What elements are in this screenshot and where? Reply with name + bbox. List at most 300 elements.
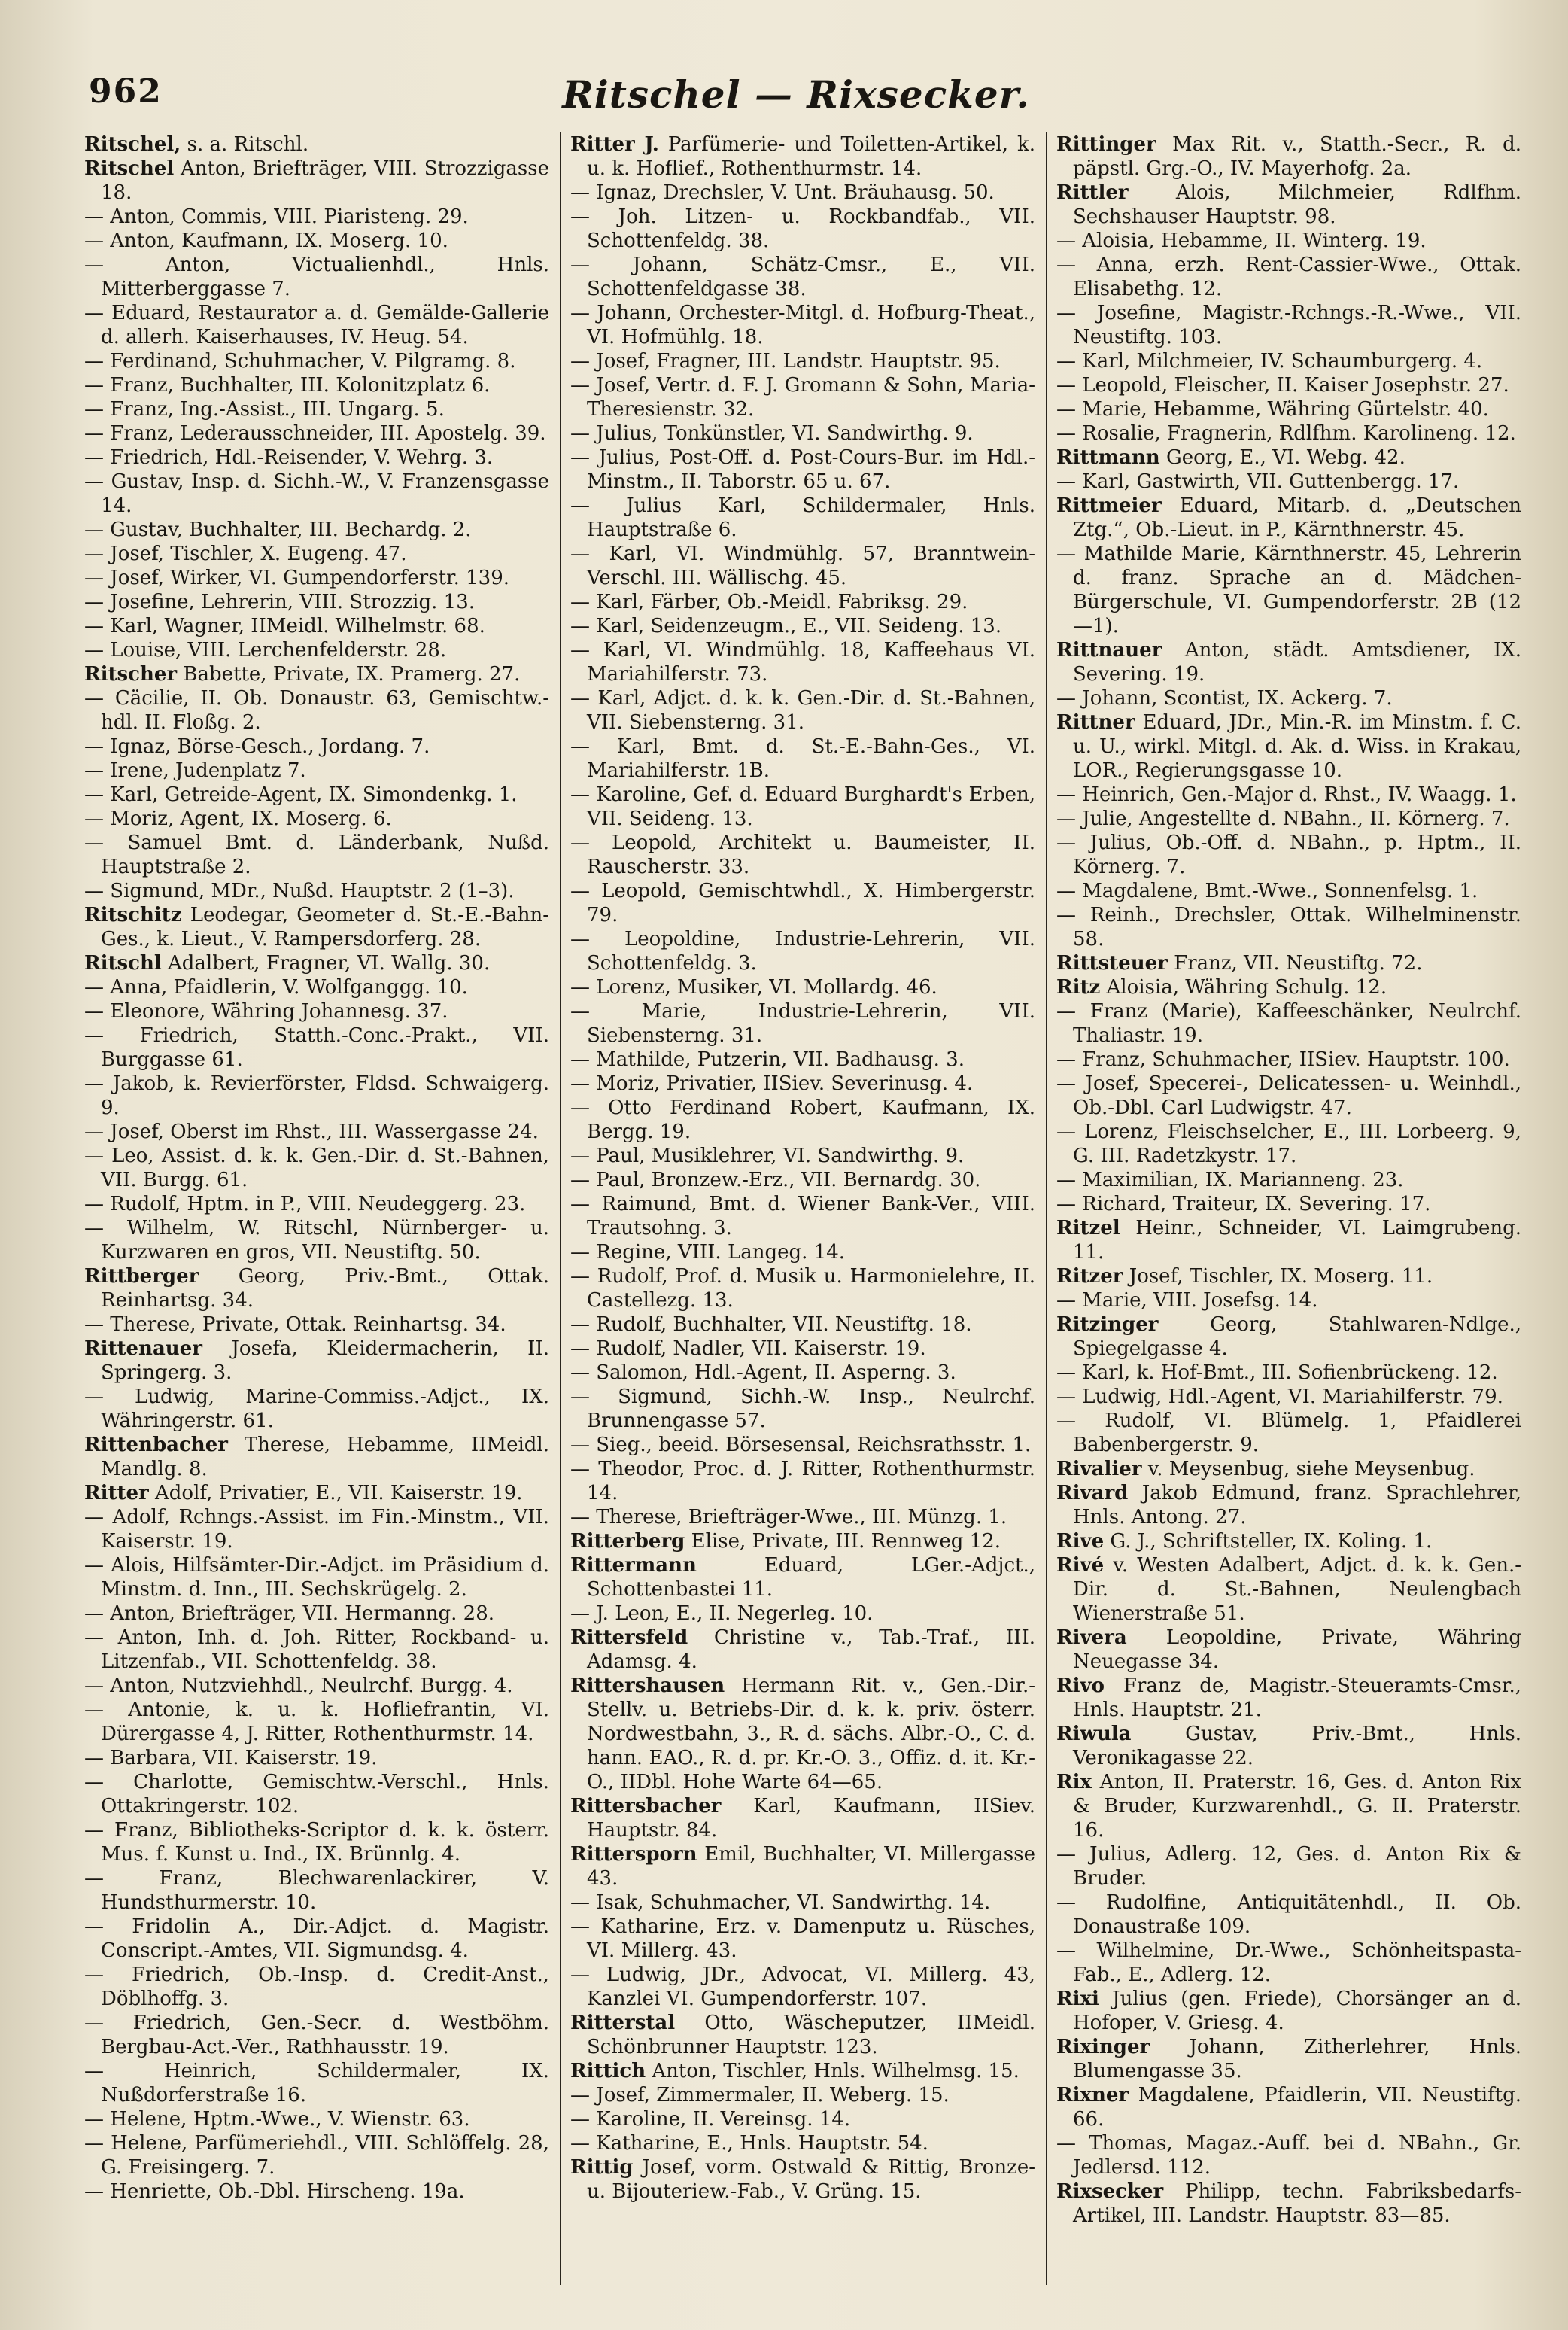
directory-entry [1056, 373, 1521, 397]
directory-entry [84, 253, 549, 301]
entry-text: — Theodor, Proc. d. J. Ritter, Rothenthurmstr. 14. [570, 1458, 1035, 1504]
directory-entry [1056, 951, 1521, 975]
directory-entry [1056, 1288, 1521, 1313]
directory-entry [570, 999, 1035, 1048]
entry-text: — Anton, Kaufmann, IX. Moserg. 10. [84, 230, 448, 252]
entry-text: Emil, Buchhalter, VI. Millergasse 43. [587, 1843, 1035, 1890]
directory-entry [570, 349, 1035, 373]
entry-text: — Josef, Specerei-, Delicatessen- u. Weinhdl., Ob.-Dbl. Carl Ludwigstr. 47. [1056, 1072, 1521, 1119]
directory-entry [84, 1120, 549, 1144]
entry-text: Franz de, Magistr.-Steueramts-Cmsr., Hnls. Hauptstr. 21. [1073, 1674, 1521, 1721]
entry-text: — Cäcilie, II. Ob. Donaustr. 63, Gemischtw.-hdl. II. Floßg. 2. [84, 687, 549, 734]
directory-entry [1056, 1457, 1521, 1481]
entry-text: Josefa, Kleidermacherin, II. Springerg. 3. [101, 1337, 549, 1384]
entry-text: — Franz, Lederausschneider, III. Apostelg. 39. [84, 422, 546, 445]
entry-text: — Ignaz, Börse-Gesch., Jordang. 7. [84, 735, 430, 758]
directory-entry [570, 1048, 1035, 1072]
entry-text: — Friedrich, Statth.-Conc.-Prakt., VII. Burggasse 61. [84, 1024, 549, 1071]
entry-text: — Otto Ferdinand Robert, Kaufmann, IX. Bergg. 19. [570, 1097, 1035, 1143]
directory-entry [84, 229, 549, 253]
entry-text: — Mathilde, Putzerin, VII. Badhausg. 3. [570, 1048, 965, 1071]
entry-text: — Fridolin A., Dir.-Adjct. d. Magistr. Conscript.-Amtes, VII. Sigmundsg. 4. [84, 1915, 549, 1962]
entry-text: — Johann, Orchester-Mitgl. d. Hofburg-Theat., VI. Hofmühlg. 18. [570, 302, 1035, 348]
directory-entry [84, 1144, 549, 1192]
entry-text: — Gustav, Insp. d. Sichh.-W., V. Franzensgasse 14. [84, 470, 549, 517]
entry-text: — Josef, Zimmermaler, II. Weberg. 15. [570, 2084, 950, 2106]
entry-text: — Franz, Buchhalter, III. Kolonitzplatz 6. [84, 374, 491, 397]
directory-entry [570, 1096, 1035, 1144]
directory-entry [570, 1240, 1035, 1264]
directory-entry [84, 373, 549, 397]
entry-text: Philipp, techn. Fabriksbedarfs-Artikel, III. Landstr. Hauptstr. 83—85. [1073, 2180, 1521, 2227]
directory-entry [84, 590, 549, 614]
entry-text: — Louise, VIII. Lerchenfelderstr. 28. [84, 639, 447, 662]
entry-surname: Rittnauer [1056, 639, 1162, 662]
entry-text: — Karoline, Gef. d. Eduard Burghardt's Erben, VII. Seideng. 13. [570, 783, 1035, 830]
directory-entry [84, 638, 549, 662]
entry-text: Therese, Hebamme, IIMeidl. Mandlg. 8. [101, 1434, 549, 1480]
entry-text: — Rosalie, Fragnerin, Rdlfhm. Karolineng. 12. [1056, 422, 1516, 445]
entry-text: — Ignaz, Drechsler, V. Unt. Bräuhausg. 50. [570, 181, 995, 204]
entry-text: — Julius, Ob.-Off. d. NBahn., p. Hptm., II. Körnerg. 7. [1056, 832, 1521, 878]
entry-text: — J. Leon, E., II. Negerleg. 10. [570, 1602, 874, 1625]
entry-text: — Julius, Adlerg. 12, Ges. d. Anton Rix & Bruder. [1056, 1843, 1521, 1890]
entry-text: — Karl, VI. Windmühlg. 18, Kaffeehaus VI. Mariahilferstr. 73. [570, 639, 1035, 686]
entry-text: Josef, vorm. Ostwald & Rittig, Bronze- u. Bijouteriew.-Fab., V. Grüng. 15. [587, 2156, 1035, 2203]
entry-text: — Regine, VIII. Langeg. 14. [570, 1241, 846, 1264]
entry-text: — Thomas, Magaz.-Auff. bei d. NBahn., Gr. Jedlersd. 112. [1056, 2132, 1521, 2179]
directory-entry [1056, 1553, 1521, 1626]
entry-surname: Rixner [1056, 2084, 1129, 2106]
entry-text: — Paul, Musiklehrer, VI. Sandwirthg. 9. [570, 1145, 965, 1167]
directory-entry [84, 470, 549, 518]
entry-text: — Karoline, II. Vereinsg. 14. [570, 2108, 851, 2131]
directory-entry [570, 373, 1035, 421]
directory-entry [1056, 2035, 1521, 2083]
directory-entry [1056, 1626, 1521, 1674]
entry-text: — Richard, Traiteur, IX. Severing. 17. [1056, 1193, 1431, 1215]
directory-entry [1056, 1048, 1521, 1072]
entry-text: Heinr., Schneider, VI. Laimgrubeng. 11. [1073, 1217, 1521, 1264]
entry-text: — Rudolf, Buchhalter, VII. Neustiftg. 18. [570, 1313, 972, 1336]
directory-entry [1056, 1313, 1521, 1361]
directory-entry [570, 1433, 1035, 1457]
directory-entry [570, 638, 1035, 686]
entry-text: Eduard, JDr., Min.-R. im Minstm. f. C. u. U., wirkl. Mitgl. d. Ak. d. Wiss. in Krakau, LOR., Regierungsgasse 10. [1073, 711, 1521, 782]
directory-entry [570, 927, 1035, 975]
directory-entry [84, 686, 549, 735]
entry-surname: Rivo [1056, 1674, 1105, 1697]
directory-entry [1056, 349, 1521, 373]
directory-entry [570, 590, 1035, 614]
directory-entry [84, 879, 549, 903]
directory-entry [84, 2131, 549, 2179]
directory-entry [84, 566, 549, 590]
directory-entry [84, 1481, 549, 1505]
directory-entry [570, 735, 1035, 783]
entry-text: — Alois, Hilfsämter-Dir.-Adjct. im Präsidium d. Minstm. d. Inn., III. Sechskrügelg. 2. [84, 1554, 549, 1601]
directory-entry [570, 1313, 1035, 1337]
entry-surname: Rivard [1056, 1482, 1129, 1504]
entry-surname: Rive [1056, 1530, 1105, 1553]
directory-entry [84, 2179, 549, 2204]
directory-entry [1056, 999, 1521, 1048]
directory-entry [1056, 1385, 1521, 1409]
entry-text: — Josef, Oberst im Rhst., III. Wassergasse 24. [84, 1121, 539, 1143]
directory-entry [84, 1963, 549, 2011]
directory-entry [1056, 542, 1521, 638]
directory-entry [570, 2083, 1035, 2107]
entry-text: — Salomon, Hdl.-Agent, II. Asperng. 3. [570, 1361, 956, 1384]
entry-text: — Leopold, Gemischtwhdl., X. Himbergerstr. 79. [570, 880, 1035, 926]
directory-entry [570, 253, 1035, 301]
directory-entry [570, 421, 1035, 446]
entry-text: — Heinrich, Gen.-Major d. Rhst., IV. Waagg. 1. [1056, 783, 1517, 806]
entry-text: — Josef, Tischler, X. Eugeng. 47. [84, 543, 407, 565]
entry-surname: Rittig [570, 2156, 634, 2179]
entry-text: — Katharine, E., Hnls. Hauptstr. 54. [570, 2132, 928, 2155]
directory-entry [1056, 1770, 1521, 1842]
entry-surname: Ritz [1056, 976, 1101, 999]
entry-text: — Anton, Commis, VIII. Piaristeng. 29. [84, 205, 469, 228]
directory-entry [1056, 975, 1521, 999]
directory-entry [84, 1746, 549, 1770]
entry-text: — Marie, Hebamme, Währing Gürtelstr. 40. [1056, 398, 1489, 421]
directory-entry [1056, 470, 1521, 494]
directory-entry [1056, 132, 1521, 181]
entry-text: — Therese, Private, Ottak. Reinhartsg. 34. [84, 1313, 506, 1336]
directory-entry [84, 542, 549, 566]
directory-entry [570, 1072, 1035, 1096]
directory-entry [570, 1626, 1035, 1674]
page-number: 962 [89, 72, 163, 111]
entry-text: — Henriette, Ob.-Dbl. Hirscheng. 19a. [84, 2180, 465, 2203]
directory-entry [1056, 831, 1521, 879]
directory-entry [1056, 1409, 1521, 1457]
entry-text: — Moriz, Agent, IX. Moserg. 6. [84, 808, 392, 830]
entry-surname: Rittich [570, 2060, 646, 2082]
entry-text: — Josefine, Lehrerin, VIII. Strozzig. 13. [84, 591, 475, 613]
running-head: Ritschel — Rixsecker. [562, 72, 1030, 117]
directory-entry [570, 831, 1035, 879]
directory-entry [1056, 1842, 1521, 1890]
directory-entry [1056, 2131, 1521, 2179]
entry-text: — Wilhelm, W. Ritschl, Nürnberger- u. Kurzwaren en gros, VII. Neustiftg. 50. [84, 1217, 549, 1264]
directory-entry [84, 1385, 549, 1433]
directory-entry [570, 301, 1035, 349]
entry-text: Leopoldine, Private, Währing Neuegasse 34. [1073, 1626, 1521, 1673]
entry-surname: Ritzel [1056, 1217, 1120, 1240]
entry-text: Eduard, LGer.-Adjct., Schottenbastei 11. [587, 1554, 1035, 1601]
entry-text: Adalbert, Fragner, VI. Wallg. 30. [168, 952, 491, 975]
directory-entry [84, 1313, 549, 1337]
entry-text: — Julius, Post-Off. d. Post-Cours-Bur. im Hdl.-Minstm., II. Taborstr. 65 u. 67. [570, 446, 1035, 493]
directory-entry [1056, 1674, 1521, 1722]
directory-entry [84, 2011, 549, 2059]
directory-entry [84, 205, 549, 229]
entry-text: Leodegar, Geometer d. St.-E.-Bahn-Ges., k. Lieut., V. Rampersdorferg. 28. [101, 904, 549, 951]
entry-text: Adolf, Privatier, E., VII. Kaiserstr. 19. [155, 1482, 523, 1504]
directory-entry [84, 1264, 549, 1313]
directory-entry [1056, 1529, 1521, 1553]
directory-entry [570, 1553, 1035, 1601]
directory-entry [570, 1168, 1035, 1192]
directory-entry [570, 1601, 1035, 1626]
entry-text: — Eduard, Restaurator a. d. Gemälde-Gallerie d. allerh. Kaiserhauses, IV. Heug. 54. [84, 302, 549, 348]
entry-text: Julius (gen. Friede), Chorsänger an d. Hofoper, V. Griesg. 4. [1073, 1988, 1521, 2034]
entry-text: — Franz, Blechwarenlackirer, V. Hundsthurmerstr. 10. [84, 1867, 549, 1914]
directory-entry [84, 1072, 549, 1120]
directory-entry [570, 2107, 1035, 2131]
entry-text: Elise, Private, III. Rennweg 12. [691, 1530, 1001, 1553]
entry-text: — Josef, Vertr. d. F. J. Gromann & Sohn, Maria-Theresienstr. 32. [570, 374, 1035, 421]
entry-text: — Mathilde Marie, Kärnthnerstr. 45, Lehrerin d. franz. Sprache an d. Mädchen-Bürgerschule, VI. Gumpendorferstr. 2B (12—1). [1056, 543, 1521, 637]
entry-text: — Leopold, Architekt u. Baumeister, II. Rauscherstr. 33. [570, 832, 1035, 878]
directory-entry [1056, 421, 1521, 446]
directory-entry [570, 1794, 1035, 1842]
directory-entry [1056, 181, 1521, 229]
entry-surname: Ritschel [84, 157, 175, 180]
directory-entry [570, 205, 1035, 253]
entry-text: Parfümerie- und Toiletten-Artikel, k. u. k. Hoflief., Rothenthurmstr. 14. [587, 133, 1035, 180]
column-middle [570, 132, 1035, 2300]
directory-entry [1056, 783, 1521, 807]
entry-text: Babette, Private, IX. Pramerg. 27. [183, 663, 521, 686]
column-rule-right [1046, 132, 1047, 2285]
directory-entry [84, 349, 549, 373]
directory-entry [84, 999, 549, 1024]
entry-text: — Anton, Inh. d. Joh. Ritter, Rockband- u. Litzenfab., VII. Schottenfeldg. 38. [84, 1626, 549, 1673]
directory-entry [84, 807, 549, 831]
directory-entry [1056, 1216, 1521, 1264]
entry-surname: Rixinger [1056, 2036, 1150, 2058]
entry-text: Karl, Kaufmann, IISiev. Hauptstr. 84. [587, 1795, 1035, 1842]
entry-text: — Karl, Gastwirth, VII. Guttenbergg. 17. [1056, 470, 1460, 493]
entry-surname: Rittsteuer [1056, 952, 1168, 975]
directory-entry [570, 181, 1035, 205]
entry-text: — Aloisia, Hebamme, II. Winterg. 19. [1056, 230, 1427, 252]
entry-text: — Karl, Färber, Ob.-Meidl. Fabriksg. 29. [570, 591, 968, 613]
entry-surname: Rivé [1056, 1554, 1105, 1577]
entry-surname: Rittershausen [570, 1674, 725, 1697]
entry-text: Josef, Tischler, IX. Moserg. 11. [1129, 1265, 1433, 1288]
entry-surname: Ritzer [1056, 1265, 1123, 1288]
entry-text: — Josef, Wirker, VI. Gumpendorferstr. 139. [84, 567, 510, 589]
entry-surname: Rittmann [1056, 446, 1160, 469]
directory-entry [84, 397, 549, 421]
directory-entry [84, 1626, 549, 1674]
entry-text: — Anton, Briefträger, VII. Hermanng. 28. [84, 1602, 495, 1625]
column-rule-left [560, 132, 561, 2285]
directory-entry [570, 1529, 1035, 1553]
directory-entry [570, 1361, 1035, 1385]
entry-text: Anton, Briefträger, VIII. Strozzigasse 18. [101, 157, 549, 204]
entry-text: Christine v., Tab.-Traf., III. Adamsg. 4. [587, 1626, 1035, 1673]
entry-surname: Ritterstal [570, 2012, 676, 2034]
directory-entry [84, 518, 549, 542]
directory-entry [570, 1192, 1035, 1240]
entry-text: — Charlotte, Gemischtw.-Verschl., Hnls. Ottakringerstr. 102. [84, 1771, 549, 1817]
directory-entry [84, 662, 549, 686]
entry-text: — Rudolf, Nadler, VII. Kaiserstr. 19. [570, 1337, 926, 1360]
entry-text: — Marie, Industrie-Lehrerin, VII. Siebensterng. 31. [570, 1000, 1035, 1047]
entry-text: — Anna, Pfaidlerin, V. Wolfganggg. 10. [84, 976, 468, 999]
directory-entry [84, 1915, 549, 1963]
entry-text: — Therese, Briefträger-Wwe., III. Münzg. 1. [570, 1506, 1007, 1528]
entry-text: Anton, Tischler, Hnls. Wilhelmsg. 15. [652, 2060, 1020, 2082]
entry-text: v. Meysenbug, siehe Meysenbug. [1147, 1458, 1475, 1480]
entry-text: Georg, Priv.-Bmt., Ottak. Reinhartsg. 34. [101, 1265, 549, 1312]
entry-text: G. J., Schriftsteller, IX. Koling. 1. [1110, 1530, 1433, 1553]
directory-entry [1056, 301, 1521, 349]
directory-entry [570, 2059, 1035, 2083]
entry-text: Alois, Milchmeier, Rdlfhm. Sechshauser Hauptstr. 98. [1073, 181, 1521, 228]
entry-text: — Ludwig, Marine-Commiss.-Adjct., IX. Währingerstr. 61. [84, 1386, 549, 1432]
directory-entry [1056, 1987, 1521, 2035]
entry-text: — Reinh., Drechsler, Ottak. Wilhelminenstr. 58. [1056, 904, 1521, 951]
entry-text: — Rudolf, Hptm. in P., VIII. Neudeggerg. 23. [84, 1193, 526, 1215]
entry-text: — Friedrich, Hdl.-Reisender, V. Wehrg. 3. [84, 446, 494, 469]
entry-text: — Ferdinand, Schuhmacher, V. Pilgramg. 8. [84, 350, 516, 373]
entry-surname: Rittberger [84, 1265, 199, 1288]
entry-text: — Leopold, Fleischer, II. Kaiser Josephstr. 27. [1056, 374, 1509, 397]
directory-entry [1056, 494, 1521, 542]
entry-text: — Karl, Getreide-Agent, IX. Simondenkg. 1. [84, 783, 518, 806]
directory-entry [1056, 2179, 1521, 2228]
entry-text: — Rudolf, VI. Blümelg. 1, Pfaidlerei Babenbergerstr. 9. [1056, 1410, 1521, 1456]
directory-entry [570, 1385, 1035, 1433]
entry-surname: Rittenbacher [84, 1434, 228, 1456]
directory-entry [570, 446, 1035, 494]
directory-entry [1056, 253, 1521, 301]
directory-entry [1056, 1722, 1521, 1770]
directory-entry [1056, 1890, 1521, 1939]
directory-entry [570, 1264, 1035, 1313]
directory-entry [1056, 2083, 1521, 2131]
entry-text: — Raimund, Bmt. d. Wiener Bank-Ver., VIII. Trautsohng. 3. [570, 1193, 1035, 1240]
directory-entry [1056, 446, 1521, 470]
directory-entry [84, 759, 549, 783]
directory-entry [84, 903, 549, 951]
entry-text: — Sigmund, Sichh.-W. Insp., Neulrchf. Brunnengasse 57. [570, 1386, 1035, 1432]
entry-text: — Friedrich, Ob.-Insp. d. Credit-Anst., Döblhoffg. 3. [84, 1963, 549, 2010]
directory-entry [1056, 229, 1521, 253]
directory-entry [1056, 879, 1521, 903]
entry-text: — Karl, VI. Windmühlg. 57, Branntwein-Verschl. III. Wällischg. 45. [570, 543, 1035, 589]
entry-text: — Heinrich, Schildermaler, IX. Nußdorferstraße 16. [84, 2060, 549, 2106]
entry-text: — Rudolf, Prof. d. Musik u. Harmonielehre, II. Castellezg. 13. [570, 1265, 1035, 1312]
directory-entry [84, 831, 549, 879]
entry-surname: Rixi [1056, 1988, 1099, 2010]
entry-surname: Rittmeier [1056, 494, 1162, 517]
entry-surname: Riwula [1056, 1723, 1132, 1745]
entry-surname: Rittersbacher [570, 1795, 722, 1817]
entry-surname: Ritscher [84, 663, 178, 686]
entry-text: — Julius Karl, Schildermaler, Hnls. Hauptstraße 6. [570, 494, 1035, 541]
entry-text: Anton, II. Praterstr. 16, Ges. d. Anton Rix & Bruder, Kurzwarenhdl., G. II. Praterstr. 16. [1073, 1771, 1521, 1842]
entry-text: — Ludwig, JDr., Advocat, VI. Millerg. 43, Kanzlei VI. Gumpendorferstr. 107. [570, 1963, 1035, 2010]
entry-text: Jakob Edmund, franz. Sprachlehrer, Hnls. Antong. 27. [1073, 1482, 1521, 1528]
entry-surname: Ritter J. [570, 133, 659, 156]
directory-entry [570, 132, 1035, 181]
entry-text: — Gustav, Buchhalter, III. Bechardg. 2. [84, 519, 472, 541]
entry-surname: Rittermann [570, 1554, 697, 1577]
directory-entry [570, 1915, 1035, 1963]
entry-text: s. a. Ritschl. [187, 133, 309, 156]
entry-surname: Ritschl [84, 952, 162, 975]
directory-entry [84, 1505, 549, 1553]
entry-text: Magdalene, Pfaidlerin, VII. Neustiftg. 66. [1073, 2084, 1521, 2131]
entry-text: — Ludwig, Hdl.-Agent, VI. Mariahilferstr. 79. [1056, 1386, 1503, 1408]
entry-text: — Wilhelmine, Dr.-Wwe., Schönheitspasta-Fab., E., Adlerg. 12. [1056, 1939, 1521, 1986]
entry-text: — Josefine, Magistr.-Rchngs.-R.-Wwe., VII. Neustiftg. 103. [1056, 302, 1521, 348]
entry-surname: Ritterberg [570, 1530, 685, 1553]
entry-text: — Sigmund, MDr., Nußd. Hauptstr. 2 (1–3). [84, 880, 515, 902]
entry-surname: Rivalier [1056, 1458, 1142, 1480]
entry-text: — Franz, Schuhmacher, IISiev. Hauptstr. 100. [1056, 1048, 1510, 1071]
entry-surname: Rittersporn [570, 1843, 697, 1866]
directory-entry [570, 2155, 1035, 2204]
entry-text: Eduard, Mitarb. d. „Deutschen Ztg.“, Ob.-Lieut. in P., Kärnthnerstr. 45. [1073, 494, 1521, 541]
entry-text: — Eleonore, Währing Johannesg. 37. [84, 1000, 448, 1023]
directory-entry [1056, 807, 1521, 831]
entry-text: — Franz, Bibliotheks-Scriptor d. k. k. österr. Mus. f. Kunst u. Ind., IX. Brünnlg. 4. [84, 1819, 549, 1866]
entry-surname: Rittersfeld [570, 1626, 688, 1649]
directory-entry [1056, 686, 1521, 710]
page-header [89, 72, 1503, 132]
directory-entry [570, 1842, 1035, 1890]
entry-surname: Rivera [1056, 1626, 1127, 1649]
directory-entry [570, 686, 1035, 735]
directory-entry [84, 1818, 549, 1866]
directory-entry [84, 1337, 549, 1385]
entry-surname: Rix [1056, 1771, 1092, 1793]
entry-text: — Antonie, k. u. k. Hofliefrantin, VI. Dürergasse 4, J. Ritter, Rothenthurmstr. 14. [84, 1699, 549, 1745]
entry-text: — Marie, VIII. Josefsg. 14. [1056, 1289, 1318, 1312]
directory-entry [570, 1963, 1035, 2011]
directory-entry [1056, 1264, 1521, 1288]
directory-entry [84, 1024, 549, 1072]
entry-text: — Adolf, Rchngs.-Assist. im Fin.-Minstm., VII. Kaiserstr. 19. [84, 1506, 549, 1553]
directory-entry [1056, 638, 1521, 686]
directory-entry [84, 1698, 549, 1746]
directory-entry [84, 2107, 549, 2131]
entry-text: — Johann, Scontist, IX. Ackerg. 7. [1056, 687, 1393, 710]
directory-entry [570, 2011, 1035, 2059]
entry-text: — Helene, Parfümeriehdl., VIII. Schlöffelg. 28, G. Freisingerg. 7. [84, 2132, 549, 2179]
entry-surname: Rittinger [1056, 133, 1156, 156]
entry-text: — Karl, k. Hof-Bmt., III. Sofienbrückeng. 12. [1056, 1361, 1498, 1384]
directory-entry [570, 614, 1035, 638]
entry-text: Georg, E., VI. Webg. 42. [1165, 446, 1405, 469]
entry-text: — Joh. Litzen- u. Rockbandfab., VII. Schottenfeldg. 38. [570, 205, 1035, 252]
entry-text: v. Westen Adalbert, Adjct. d. k. k. Gen.-Dir. d. St.-Bahnen, Neulengbach Wienerstraße 51. [1073, 1554, 1521, 1625]
directory-entry [570, 2131, 1035, 2155]
directory-entry [570, 1505, 1035, 1529]
entry-text: — Helene, Hptm.-Wwe., V. Wienstr. 63. [84, 2108, 470, 2131]
entry-text: — Johann, Schätz-Cmsr., E., VII. Schottenfeldgasse 38. [570, 254, 1035, 300]
entry-text: — Karl, Bmt. d. St.-E.-Bahn-Ges., VI. Mariahilferstr. 1B. [570, 735, 1035, 782]
entry-text: — Karl, Milchmeier, IV. Schaumburgerg. 4. [1056, 350, 1483, 373]
entry-text: Anton, städt. Amtsdiener, IX. Severing. 19. [1073, 639, 1521, 686]
entry-surname: Rittner [1056, 711, 1135, 734]
directory-entry [84, 157, 549, 205]
entry-text: — Paul, Bronzew.-Erz., VII. Bernardg. 30. [570, 1169, 981, 1191]
directory-entry [1056, 1072, 1521, 1120]
entry-text: Gustav, Priv.-Bmt., Hnls. Veronikagasse 22. [1073, 1723, 1521, 1769]
entry-text: Franz, VII. Neustiftg. 72. [1174, 952, 1423, 975]
entry-text: — Isak, Schuhmacher, VI. Sandwirthg. 14. [570, 1891, 991, 1914]
